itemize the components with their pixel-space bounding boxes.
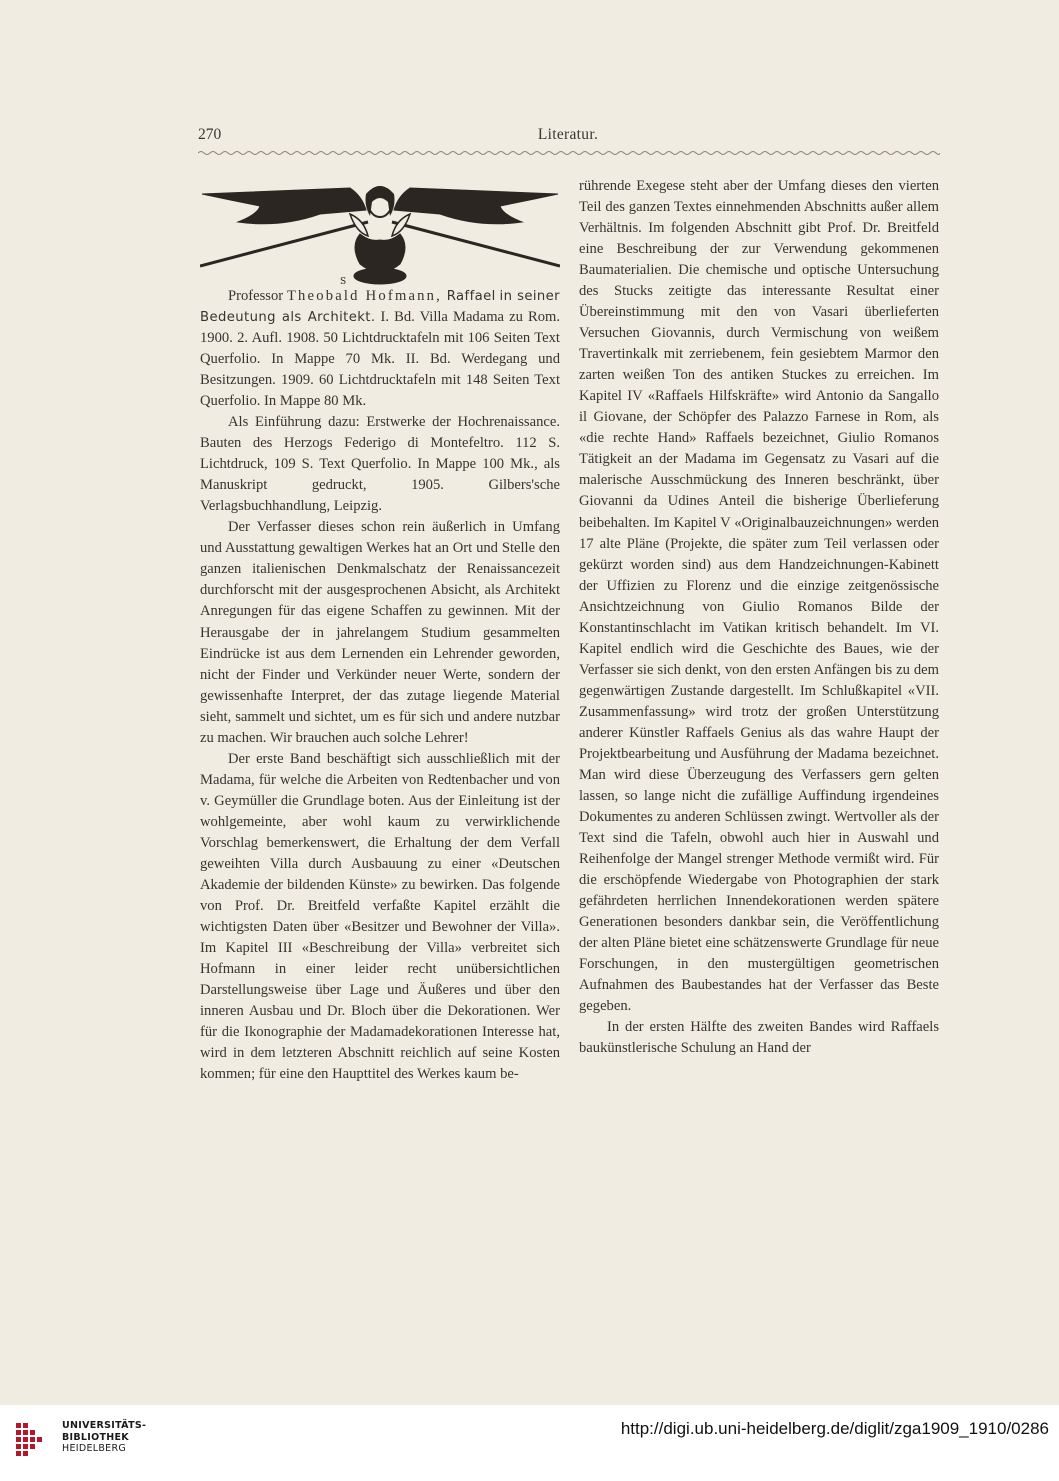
wavy-header-rule bbox=[198, 150, 940, 156]
right-paragraph-1: rührende Exegese steht aber der Umfang dieses den vierten Teil des ganzen Textes einnehmenden Abschnitts außer allem Verhältnis. Im folgenden Abschnitt gibt Prof. Dr. Breitfeld eine Beschreibung der zur Verwendung gekommenen Baumaterialien. Die chemische und optische Untersuchung des Stucks zeitigte das interessante Resultat einer Übereinstimmung mit den von Vasari überlieferten Versuchen Giovannis, durch Vermischung von weißem Travertinkalk mit zerriebenem, fein gesiebtem Marmor den zarten weißen Ton des antiken Stuckes zu erreichen. Im Kapitel IV «Raffaels Hilfskräfte» wird Antonio da Sangallo il Giovane, der Schöpfer des Palazzo Farnese in Rom, als «die rechte Hand» Raffaels bezeichnet, Giulio Romanos Tätigkeit an der Madama im Gegensatz zu Vasari auf die malerische Ausschmückung des Inneren beschränkt, über Giovanni da Udines Anteil die bisherige Überlieferung beibehalten. Im Kapitel V «Originalbauzeichnungen» werden 17 alte Pläne (Projekte, die später zum Teil verlassen oder gekürzt worden sind) aus dem Handzeichnungen-Kabinett der Uffizien zu Florenz und die einzige zeitgenössische Ansichtzeichnung von Giulio Romanos Bilde der Konstantinschlacht im Vatikan kritisch behandelt. Im VI. Kapitel endlich wird die Geschichte des Baues, wie der Verfasser sie sich denkt, von den ersten Anfängen bis zu dem gegenwärtigen Zustande dargestellt. Im Schlußkapitel «VII. Zusammenfassung» wird trotz der großen Unterstützung anderer Künstler Raffaels Genius als das wahre Haupt der Projektbearbeitung und Ausführung der Madama bezeichnet. Man wird diese Überzeugung des Verfassers gern gelten lassen, so lange nicht die zufällige Auffindung irgendeines Dokumentes zu anderen Schlüssen zwingt. Wertvoller als der Text sind die Tafeln, obwohl auch hier in Auswahl und Reihenfolge der Mangel strenger Methode vermißt wird. Für die erschöpfende Wiedergabe von Photographien der stark gefährdeten herrlichen Innendekorationen werden spätere Generationen besonders dankbar sein, die Veröffentlichung der alten Pläne bietet eine schätzenswerte Grundlage für neue Forschungen, in den mustergültigen geometrischen Aufnahmen des Baubestandes hat der Verfasser das Beste gegeben. bbox=[579, 178, 939, 1015]
viewer-footer bbox=[0, 1405, 1059, 1481]
page-number: 270 bbox=[198, 126, 222, 143]
left-paragraph-2: Als Einführung dazu: Erstwerke der Hochrenaissance. Bauten des Herzogs Federigo di Montefeltro. 112 S. Lichtdruck, 109 S. Text Querfolio. In Mappe 100 Mk., als Manuskript gedruckt, 1905. Gilbers'sche Verlagsbuchhandlung, Leipzig. bbox=[200, 414, 560, 515]
ornament-monogram: S bbox=[340, 277, 347, 286]
left-column bbox=[200, 176, 560, 1085]
document-url-link[interactable]: http://digi.ub.uni-heidelberg.de/diglit/zga1909_1910/0286 bbox=[620, 1419, 1049, 1438]
left-paragraph-1: Professor Theobald Hofmann, Raffael in seiner Bedeutung als Architekt. I. Bd. Villa Madama zu Rom. 1900. 2. Aufl. 1908. 50 Lichtdrucktafeln mit 106 Seiten Text Querfolio. In Mappe 70 Mk. II. Bd. Werdegang und Besitzungen. 1909. 60 Lichtdrucktafeln mit 148 Seiten Text Querfolio. In Mappe 80 Mk. bbox=[200, 288, 561, 410]
right-column bbox=[579, 176, 939, 1059]
library-name: UNIVERSITÄTS- BIBLIOTHEK HEIDELBERG bbox=[62, 1420, 147, 1454]
winged-figure-ornament-icon bbox=[200, 176, 560, 286]
running-title: Literatur. bbox=[537, 126, 599, 143]
university-library-logo-icon bbox=[14, 1417, 54, 1461]
left-paragraph-4: Der erste Band beschäftigt sich ausschließlich mit der Madama, für welche die Arbeiten von Redtenbacher und von v. Geymüller die Grundlage boten. Aus der Einleitung ist der wohlgemeinte, aber wohl kaum zu verwirklichende Vorschlag bemerkenswert, die Erhaltung der dem Verfall geweihten Villa durch Ausbauung zu einer «Deutschen Akademie der bildenden Künste» zu bewirken. Das folgende von Prof. Dr. Breitfeld verfaßte Kapitel erzählt die wichtigsten Daten über «Besitzer und Bewohner der Villa». Im Kapitel III «Beschreibung der Villa» verbreitet sich Hofmann in einer leider recht unübersichtlichen Darstellungsweise über Lage und Äußeres und über den inneren Ausbau und Dr. Bloch über die Dekorationen. Wer für die Ikonographie der Madamadekorationen Interesse hat, wird in dem letzteren Abschnitt reichlich auf seine Kosten kommen; für eine den Haupttitel des Werkes kaum be- bbox=[200, 750, 560, 1083]
left-paragraph-3: Der Verfasser dieses schon rein äußerlich in Umfang und Ausstattung gewaltigen Werkes hat an Ort und Stelle den ganzen italienischen Denkmalschatz der Renaissancezeit durchforscht mit der ausgesprochenen Absicht, als Architekt Anregungen für das eigene Schaffen zu gewinnen. Mit der Herausgabe der in jahrelangem Studium gesammelten Eindrücke ist aus dem Lernenden ein Lehrender geworden, nicht der Finder und Verkünder neuer Werte, sondern der gewissenhafte Interpret, der das zutage liegende Material sieht, sammelt und sichtet, um es für sich und andere nutzbar zu machen. Wir brauchen auch solche Lehrer! bbox=[200, 519, 560, 746]
right-paragraph-2: In der ersten Hälfte des zweiten Bandes wird Raffaels baukünstlerische Schulung an Hand der bbox=[579, 1019, 939, 1057]
